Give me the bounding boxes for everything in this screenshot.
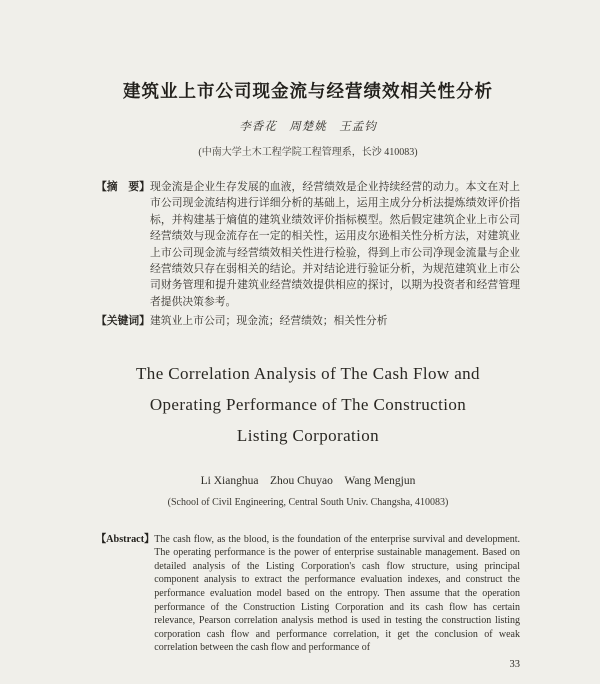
english-title [96, 358, 520, 451]
chinese-affiliation: (中南大学土木工程学院工程管理系，长沙 410083) [198, 147, 418, 158]
english-abstract-text: The cash flow, as the blood, is the foundation of the enterprise survival and development. The operating performance is the power of enterprise sustainable management. Based on detailed analysis of the Listing Corporation's cash flow structure, using principal component analysis to extract the performance evaluation indexes, and construct the performance evaluation model based on the entropy. Then assume that the operation performance of the Construction Listing Corporation and its cash flow has certain relevance, Pearson correlation analysis method is used in testing the construction listing corporation cash flow and performance correlation, it get the conclusion of weak correlation between the cash flow and performance of [154, 533, 520, 654]
chinese-title: 建筑业上市公司现金流与经营绩效相关性分析 [123, 81, 493, 101]
chinese-keywords-section [96, 313, 520, 329]
english-title-line-2: Operating Performance of The Construction [149, 394, 467, 414]
page-number: 33 [509, 659, 520, 670]
english-abstract-section [96, 533, 520, 655]
chinese-keywords-text: 建筑业上市公司；现金流；经营绩效；相关性分析 [149, 315, 388, 328]
english-abstract-label: 【Abstract】 [96, 533, 155, 545]
chinese-abstract-label: 【摘 要】 [96, 181, 150, 193]
chinese-keywords-label: 【关键词】 [96, 315, 150, 328]
english-authors: Li Xianghua Zhou Chuyao Wang Mengjun [200, 474, 416, 487]
english-title-line-3: Listing Corporation [236, 425, 380, 445]
english-affiliation: (School of Civil Engineering, Central South Univ. Changsha, 410083) [167, 496, 449, 508]
english-title-line-1: The Correlation Analysis of The Cash Flow and [136, 363, 480, 383]
chinese-authors: 李香花 周楚姚 王孟钧 [239, 121, 377, 133]
chinese-abstract-section [96, 179, 520, 310]
chinese-abstract-text: 现金流是企业生存发展的血液，经营绩效是企业持续经营的动力。本文在对上市公司现金流结构进行详细分析的基础上，运用主成分分析法提炼绩效评价指标，并构建基于熵值的建筑业绩效评价指标模型。然后假定建筑企业上市公司经营绩效与现金流存在一定的相关性，运用皮尔逊相关性分析方法，对建筑业上市公司现金流与经营绩效相关性进行检验，得到上市公司净现金流量与企业经营绩效只存在弱相关的结论。并对结论进行验证分析，为规范建筑业上市公司财务管理和提升建筑业经营绩效提供相应的探讨，以期为投资者和经营管理者提供决策参考。 [149, 181, 520, 308]
